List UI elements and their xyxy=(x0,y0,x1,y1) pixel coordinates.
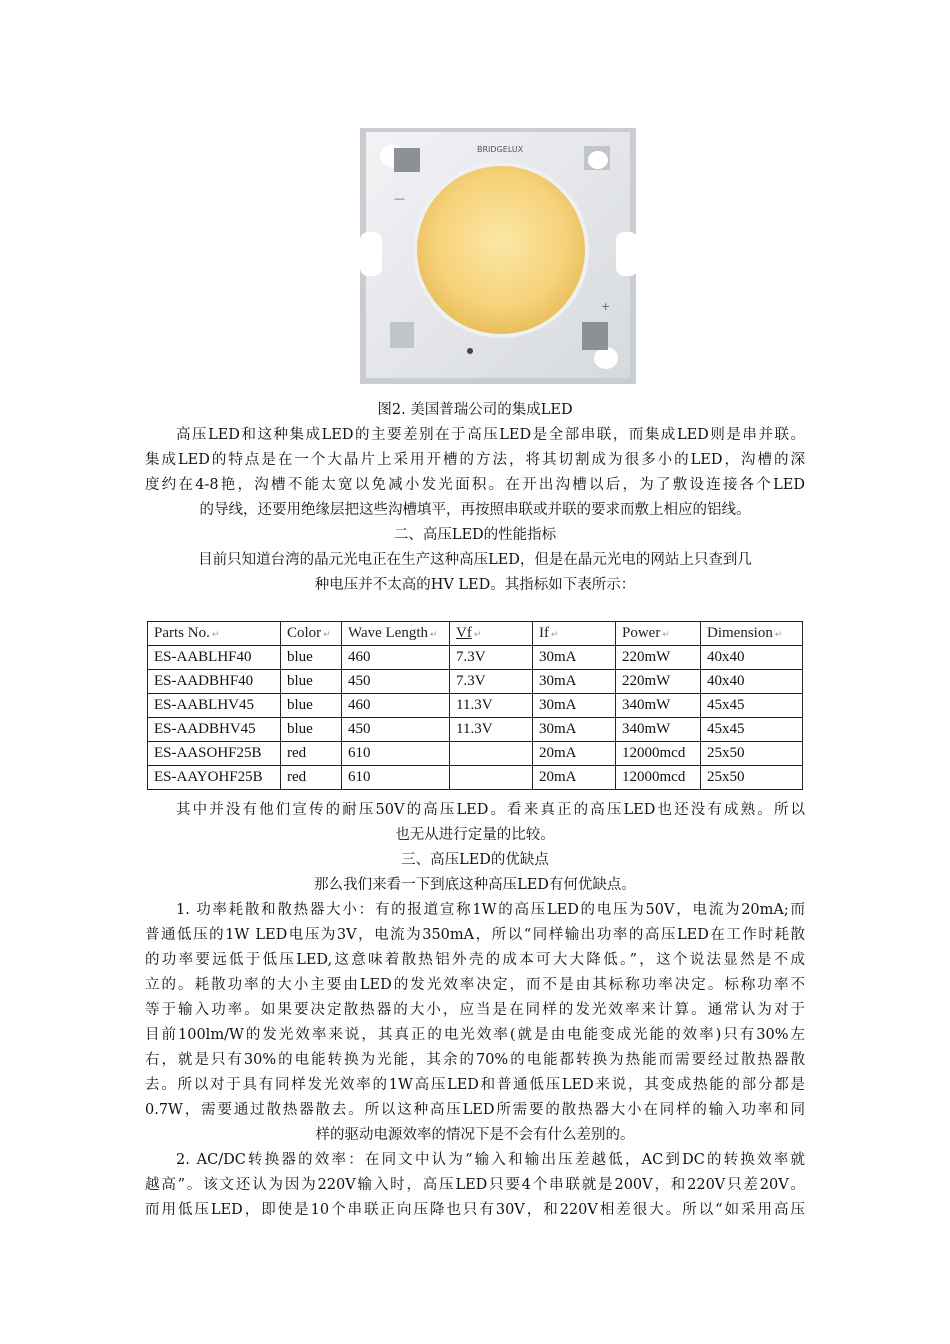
table-cell: ES-AADBHV45 xyxy=(148,718,281,742)
led-module-image xyxy=(358,126,640,388)
table-cell: 40x40 xyxy=(701,646,803,670)
table-cell: red xyxy=(281,766,342,790)
p3-line-1: 其中并没有他们宣传的耐压50V的高压LED。看来真正的高压LED也还没有成熟。所以 xyxy=(176,802,805,818)
p5-line-4: 立的。耗散功率的大小主要由LED的发光效率决定，而不是由其标称功率决定。标称功率不 xyxy=(145,977,805,993)
table-cell: 7.3V xyxy=(450,670,533,694)
table-cell: 20mA xyxy=(533,742,616,766)
led-module-graphic xyxy=(358,126,640,388)
table-cell: blue xyxy=(281,694,342,718)
p5-line-7: 右，就是只有30%的电能转换为光能，其余的70%的电能都转换为热能而需要经过散热器散 xyxy=(145,1052,805,1068)
table-cell: 25x50 xyxy=(701,742,803,766)
table-cell: ES-AABLHV45 xyxy=(148,694,281,718)
table-row xyxy=(148,646,803,670)
table-cell: 40x40 xyxy=(701,670,803,694)
table-cell: 11.3V xyxy=(450,694,533,718)
table-cell: 460 xyxy=(342,646,450,670)
table-cell: 610 xyxy=(342,742,450,766)
table-cell: 220mW xyxy=(616,646,701,670)
table-cell: 30mA xyxy=(533,694,616,718)
p3-line-2: 也无从进行定量的比较。 xyxy=(395,827,555,843)
table-header-cell: Power ↵ xyxy=(616,622,701,646)
table-cell: 20mA xyxy=(533,766,616,790)
section-heading-3: 三、高压LED的优缺点 xyxy=(401,852,549,868)
table-cell: 220mW xyxy=(616,670,701,694)
table-header-cell: If ↵ xyxy=(533,622,616,646)
table-header-cell: Parts No. ↵ xyxy=(148,622,281,646)
table-cell: 460 xyxy=(342,694,450,718)
p5-line-5: 等于输入功率。如果要决定散热器的大小，应当是在同样的发光效率来计算。通常认为对于 xyxy=(145,1002,805,1018)
table-cell: blue xyxy=(281,646,342,670)
p2-line-1: 目前只知道台湾的晶元光电正在生产这种高压LED，但是在晶元光电的网站上只查到几 xyxy=(198,552,752,568)
table-cell: 340mW xyxy=(616,718,701,742)
p2-line-2: 种电压并不太高的HV LED。其指标如下表所示： xyxy=(314,577,636,593)
p6-line-1: 2. AC/DC转换器的效率：在同文中认为“输入和输出压差越低，AC到DC的转换效率就 xyxy=(176,1152,805,1168)
figure-caption: 图2. 美国普瑞公司的集成LED xyxy=(377,402,573,418)
table-cell: ES-AABLHF40 xyxy=(148,646,281,670)
table-header-cell: Dimension ↵ xyxy=(701,622,803,646)
table-cell: ES-AASOHF25B xyxy=(148,742,281,766)
p4-line: 那么我们来看一下到底这种高压LED有何优缺点。 xyxy=(314,877,636,893)
p5-line-10: 样的驱动电源效率的情况下是不会有什么差别的。 xyxy=(315,1127,635,1143)
p1-line-2: 集成LED的特点是在一个大晶片上采用开槽的方法，将其切割成为很多小的LED，沟槽的深 xyxy=(145,452,805,468)
p1-line-3: 度约在4-8艳，沟槽不能太宽以免减小发光面积。在开出沟槽以后，为了敷设连接各个LED xyxy=(145,477,805,493)
table-cell: 610 xyxy=(342,766,450,790)
table-cell: ES-AAYOHF25B xyxy=(148,766,281,790)
p5-line-2: 普通低压的1W LED电压为3V，电流为350mA，所以“同样输出功率的高压LED在工作时耗散 xyxy=(145,927,805,943)
hv-led-spec-table xyxy=(147,621,803,790)
p6-line-3: 而用低压LED，即使是10个串联正向压降也只有30V，和220V相差很大。所以“如采用高压 xyxy=(145,1202,805,1218)
p1-line-4: 的导线，还要用绝缘层把这些沟槽填平，再按照串联或并联的要求而敷上相应的铝线。 xyxy=(199,502,751,518)
table-cell: 25x50 xyxy=(701,766,803,790)
table-cell: 12000mcd xyxy=(616,766,701,790)
section-heading-2: 二、高压LED的性能指标 xyxy=(393,527,557,543)
table-row xyxy=(148,718,803,742)
table-cell: 7.3V xyxy=(450,646,533,670)
p1-line-1: 高压LED和这种集成LED的主要差别在于高压LED是全部串联，而集成LED则是串并联。 xyxy=(176,427,805,443)
table-cell xyxy=(450,766,533,790)
plus-label: + xyxy=(601,300,611,313)
p5-line-6: 目前100lm/W的发光效率来说，其真正的电光效率(就是由电能变成光能的效率)只有30%左 xyxy=(145,1027,805,1043)
p5-line-1: 1. 功率耗散和散热器大小：有的报道宣称1W的高压LED的电压为50V，电流为20mA;而 xyxy=(176,902,805,918)
table-header-cell: Wave Length ↵ xyxy=(342,622,450,646)
table-cell: 340mW xyxy=(616,694,701,718)
table-cell xyxy=(450,742,533,766)
p5-line-8: 去。所以对于具有同样发光效率的1W高压LED和普通低压LED来说，其变成热能的部分都是 xyxy=(145,1077,805,1093)
table-cell: red xyxy=(281,742,342,766)
table-header-cell: Vf ↵ xyxy=(450,622,533,646)
table-cell: blue xyxy=(281,718,342,742)
table-cell: 30mA xyxy=(533,718,616,742)
brand-text: BRIDGELUX xyxy=(477,145,524,154)
table-cell: 11.3V xyxy=(450,718,533,742)
table-cell: ES-AADBHF40 xyxy=(148,670,281,694)
p5-line-3: 的功率要远低于低压LED,这意味着散热铝外壳的成本可大大降低。”，这个说法显然是不成 xyxy=(145,952,805,968)
p6-line-2: 越高”。该文还认为因为220V输入时，高压LED只要4个串联就是200V，和220V只差20V。 xyxy=(145,1177,805,1193)
table-cell: 12000mcd xyxy=(616,742,701,766)
table-cell: 450 xyxy=(342,718,450,742)
table-cell: blue xyxy=(281,670,342,694)
table-cell: 30mA xyxy=(533,646,616,670)
table-header-cell: Color ↵ xyxy=(281,622,342,646)
p5-line-9: 0.7W，需要通过散热器散去。所以这种高压LED所需要的散热器大小在同样的输入功率和同 xyxy=(145,1102,805,1118)
table-cell: 450 xyxy=(342,670,450,694)
minus-label: — xyxy=(394,192,405,205)
table-row xyxy=(148,766,803,790)
table-row xyxy=(148,742,803,766)
table-cell: 30mA xyxy=(533,670,616,694)
table-row xyxy=(148,694,803,718)
table-row xyxy=(148,670,803,694)
table-cell: 45x45 xyxy=(701,718,803,742)
table-cell: 45x45 xyxy=(701,694,803,718)
table-header-row xyxy=(148,622,803,646)
